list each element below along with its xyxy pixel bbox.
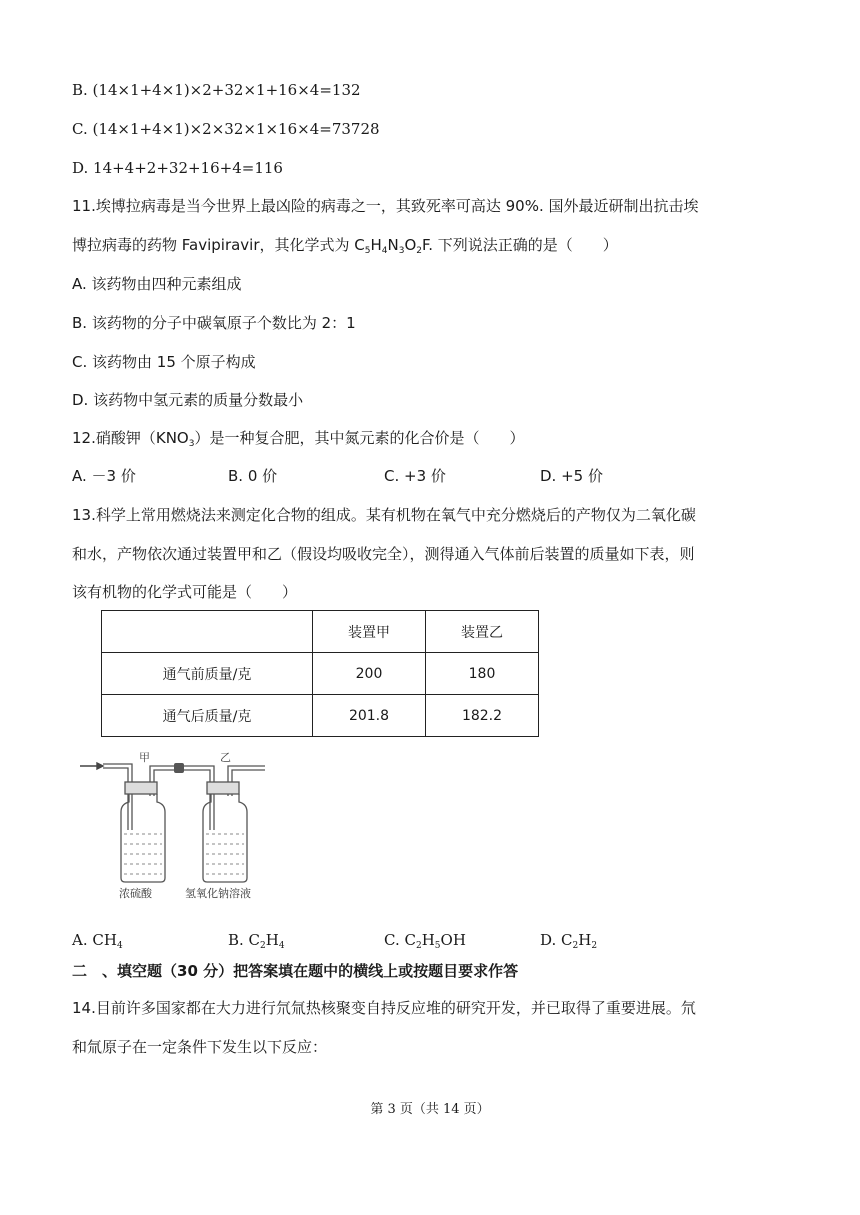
q12-option-c: C. +3 价 <box>384 467 446 485</box>
q13-option-b: B. $C_2H_4$ <box>228 931 285 951</box>
section-heading: 二 、填空题（30 分）把答案填在题中的横线上或按题目要求作答 <box>72 962 519 980</box>
gas-washing-apparatus-diagram <box>75 752 275 902</box>
table-row-label: 通气后质量/克 <box>102 695 313 737</box>
q13-option-a: A. $CH_4$ <box>72 931 123 951</box>
q14-stem-line2: 和氚原子在一定条件下发生以下反应： <box>72 1038 328 1056</box>
q12-stem: 12.硝酸钾$(KNO_3)$是一种复合肥，其中氮元素的化合价是（ ） <box>72 429 525 449</box>
q13-stem-line2: 和水，产物依次通过装置甲和乙（假设均吸收完全），测得通入气体前后装置的质量如下表，则 <box>72 545 695 563</box>
tube-connector <box>174 763 184 773</box>
q13-stem-line3: 该有机物的化学式可能是（ ） <box>72 583 298 601</box>
q11-stem-line1: 11.埃博拉病毒是当今世界上最凶险的病毒之一，其致死率可高达 90%. 国外最近研制出抗击埃 <box>72 197 699 215</box>
page-footer: 第 3 页（共 14 页） <box>370 1102 490 1117</box>
table-header-jia: 装置甲 <box>313 611 426 653</box>
q13-option-d: D. $C_2H_2$ <box>540 931 598 951</box>
mass-table <box>101 610 539 737</box>
q11-option-d: D. 该药物中氢元素的质量分数最小 <box>72 391 304 409</box>
connecting-tubes <box>103 764 265 830</box>
inlet-arrow-icon <box>80 763 103 769</box>
q13-option-c: C. $C_2H_5OH$ <box>384 931 466 951</box>
q11-option-c: C. 该药物由 15 个原子构成 <box>72 353 256 371</box>
table-row <box>102 695 539 737</box>
table-cell <box>102 611 313 653</box>
table-cell: 200 <box>313 653 426 695</box>
q11-stem-line2: 博拉病毒的药物 Favipiravir，其化学式为 $C_5H_4N_3O_2F$. 下列说法正确的是（ ） <box>72 236 618 256</box>
q13-stem-line1: 13.科学上常用燃烧法来测定化合物的组成。某有机物在氧气中充分燃烧后的产物仅为二氧化碳 <box>72 506 696 524</box>
label-conc-sulfuric-acid: 浓硫酸 <box>119 887 152 900</box>
label-naoh-solution: 氢氧化钠溶液 <box>185 887 251 900</box>
q12-option-b: B. 0 价 <box>228 467 278 485</box>
label-yi: 乙 <box>220 752 231 764</box>
label-jia: 甲 <box>139 752 150 764</box>
q14-stem-line1: 14.目前许多国家都在大力进行氘氚热核聚变自持反应堆的研究开发，并已取得了重要进展。氘 <box>72 999 696 1017</box>
table-cell: 182.2 <box>426 695 539 737</box>
q11-option-a: A. 该药物由四种元素组成 <box>72 275 242 293</box>
table-header-row <box>102 611 539 653</box>
table-row <box>102 653 539 695</box>
q12-option-d: D. +5 价 <box>540 467 603 485</box>
q13-options <box>72 930 800 950</box>
q12-option-a: A. －3 价 <box>72 467 136 485</box>
q11-option-b: B. 该药物的分子中碳氧原子个数比为 2：1 <box>72 314 356 332</box>
table-cell: 201.8 <box>313 695 426 737</box>
q12-options <box>72 466 800 486</box>
q10-option-d: D. 14+4+2+32+16+4=116 <box>72 159 283 177</box>
table-row-label: 通气前质量/克 <box>102 653 313 695</box>
table-cell: 180 <box>426 653 539 695</box>
q10-option-c: C. (14×1+4×1)×2×32×1×16×4=73728 <box>72 120 380 138</box>
table-header-yi: 装置乙 <box>426 611 539 653</box>
q10-option-b: B. (14×1+4×1)×2+32×1+16×4=132 <box>72 81 361 99</box>
